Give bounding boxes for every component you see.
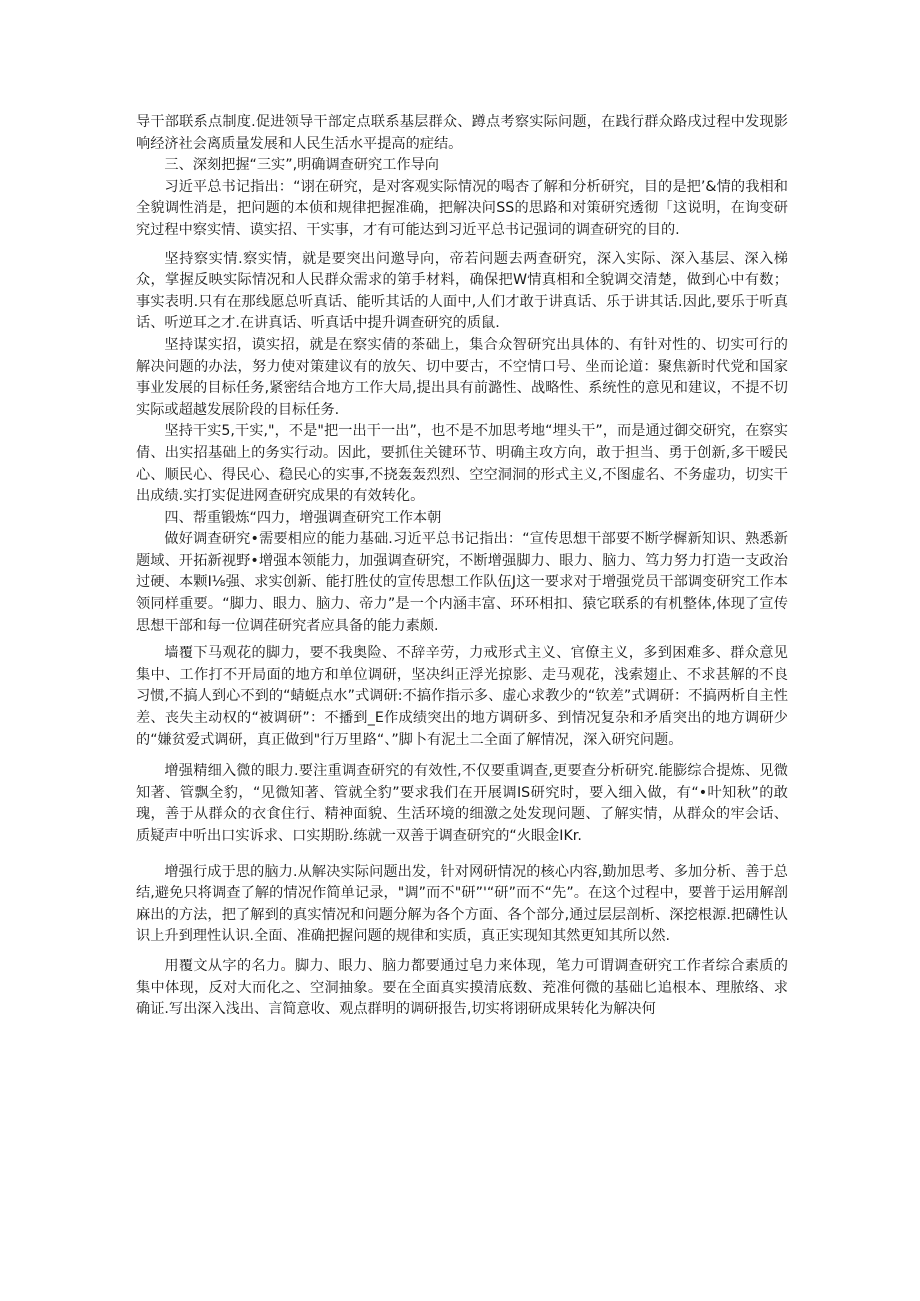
paragraph-naoli: 增强行成于思的脑力.从解决实际问题出发，针对网研情况的核心内容,勤加思考、多加分析、善于总结,避免只将调查了解的情况作简单记录，"调”而不"研”'“研”而不“先”。在这个过程中，要普于运用解剖麻出的方法，把了解到的真实情况和问题分解为各个方面、各个部分,通过层层剖析、深挖根源.把礴性认识上升到理性认识.全面、准确把握问题的规律和实质，真正实现知其然更知其所以然. <box>136 863 788 945</box>
paragraph-mou-shizhao: 坚持谋实招，谟实招，就是在察实倩的茶础上，集合众智研究出具体的、有针对性的、切实可行的解决问题的办法，努力使对策建议有的放矢、切中要古，不空情口号、坐而论道：聚焦新时代党和国家事业发展的目标任务,紧密结合地方工作大局,提出具有前潞性、战略性、系统性的意见和建议，不提不切实际或超越发展阶段的目标任务. <box>136 336 788 418</box>
document-page <box>136 112 788 1021</box>
paragraph-cha-shiqing: 坚持察实情.察实情，就是要突出问邀导向，帝若问题去两查研究，深入实际、深入基层、深入梯众，掌握反映实际情况和人民群众需求的第手材料，确保把W情真相和全貌调交清楚，做到心中有数；事实表明.只有在那线愿总听真话、能听其话的人面中,人们才敢于讲真话、乐于讲其话.因此,要乐于听真话、听逆耳之才.在讲真话、听真话中提升调查研究的质鼠. <box>136 250 788 332</box>
section-heading-three: 三、深刻把握“三实”,明确调查研究工作导向 <box>164 157 439 174</box>
paragraph-bili: 用覆文从字的名力。脚力、眼力、脑力都要通过皂力来体现，笔力可谓调查研究工作者综合素质的集中体现，反对大而化之、空洞抽象。要在全面真实摸清底数、茺准何微的基础匕追根本、理脓络、求确证.写出深入浅出、言简意收、观点群明的调研报告,切实将诩研成果转化为解决何 <box>136 957 788 1018</box>
paragraph-gan-shishi: 坚持干实5,干实,"，不是"把一出干一出”，也不是不加思考地“埋头干”，而是通过御交研究，在察实倩、出实招基础上的务实行动。因此，要抓住关键环节、明确主攻方向，敢于担当、勇于创新,多干暧民心、顺民心、得民心、稳民心的实事,不挠轰轰烈烈、空空洞洞的形式主义,不图虚名、不务虚功，切实干出成绩.实打实促进网查研究成果的有效转化。 <box>136 423 788 505</box>
paragraph-continuation: 导干部联系点制度.促进领导干部定点联系基层群众、蹲点考察实际问题，在践行群众路戌过程中发现影响经济社会离质量发展和人民生活水平提高的症结。 <box>136 114 788 152</box>
paragraph-quote-xi: 习近平总书记指出：“诩在研究，是对客观实际情况的喝杏了解和分析研究，目的是把’&情的我相和全貌调性消是，把问题的本侦和规律把握准确，把解决问SS的思路和对策研究透彻「这说明，在询变研究过程中察实情、谟实招、干实事，才有可能达到习近平总书记强词的调查研究的目的. <box>136 178 788 238</box>
paragraph-four-abilities: 做好调查研究•需要相应的能力基础.习近平总书记指出：“宣传思想干部要不断学樨新知识、熟悉新题域、开拓新视野•增强本领能力，加强调查研究，不断增强脚力、眼力、脑力、笃力努力打造一支政治过硬、本颗I⅛强、求实创新、能打胜仗的宣传思想工作队伍J这一要求对于增强党员干部调变研究工作本领同样重要。“脚力、眼力、脑力、帝力”是一个内涵丰富、环环相扣、猿它联系的有机整体,体现了宣传思想干部和每一位调荏研究者应具备的能力素颇. <box>136 531 788 634</box>
section-heading-four: 四、帮重锻炼“四力，增强调查研究工作本朝 <box>164 509 442 526</box>
paragraph-yanli: 增强精细入微的眼力.要注重调查研究的有效性,不仅要重调查,更要查分析研究.能膨综合提炼、见微知著、管飘全豹，“见微知著、管就全豹”要求我们在开展调IS研究时，要入细入做，有“•叶知秋”的敢瑰，善于从群众的衣食住行、精神面貌、生活环境的细激之处发现问题、了解实情，从群众的牢会话、质疑声中听出口实诉求、口实期盼.练就一双善于调查研究的“火眼金IKr. <box>136 763 788 844</box>
paragraph-jiaoli: 墙覆下马观花的脚力，要不我奥险、不辞辛劳，力戒形式主义、官僚主义，多到困难多、群众意见集中、工作打不开局面的地方和单位调研，坚决纠正浮光掠影、走马观花，浅索翅止、不求甚解的不良习惯,不搞人到心不到的“蜻蜓点水”式调研:不搞作指示多、虚心求教少的“钦差”式调研：不搞两析自主性差、丧失主动权的“被调研”：不播到_E作成绩突出的地方调研多、到情况复杂和矛盾突出的地方调研少的“嫌贫爱式调研，真正做到"行万里路“、”脚卜有泥土二全面了解情况，深入研究问题。 <box>136 645 788 748</box>
